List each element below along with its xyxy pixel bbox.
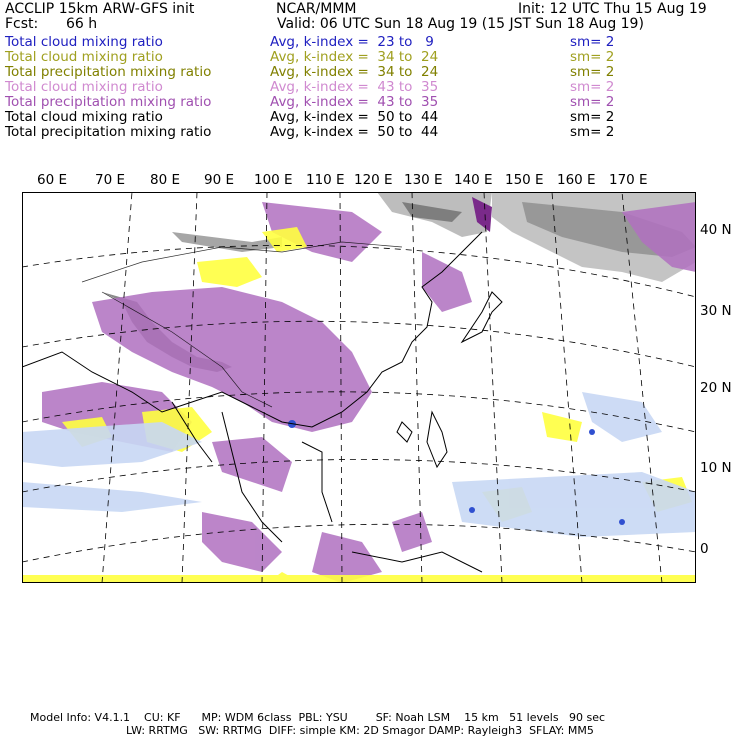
legend-smoothing: sm= 2	[570, 109, 615, 125]
legend-field-name: Total cloud mixing ratio	[5, 49, 163, 65]
legend-smoothing: sm= 2	[570, 34, 615, 50]
legend-smoothing: sm= 2	[570, 124, 615, 140]
legend-field-name: Total precipitation mixing ratio	[5, 64, 212, 80]
longitude-tick-label: 110 E	[306, 172, 345, 188]
longitude-tick-label: 90 E	[204, 172, 234, 188]
longitude-tick-label: 60 E	[37, 172, 67, 188]
latitude-tick-label: 30 N	[700, 303, 732, 319]
legend-k-index: Avg, k-index = 43 to 35	[270, 94, 439, 110]
legend-k-index: Avg, k-index = 43 to 35	[270, 79, 439, 95]
legend-field-name: Total precipitation mixing ratio	[5, 94, 212, 110]
longitude-tick-label: 160 E	[557, 172, 596, 188]
legend-k-index: Avg, k-index = 23 to 9	[270, 34, 434, 50]
longitude-tick-label: 170 E	[609, 172, 648, 188]
latitude-tick-label: 40 N	[700, 222, 732, 238]
latitude-tick-label: 0	[700, 541, 709, 557]
model-info-line2: LW: RRTMG SW: RRTMG DIFF: simple KM: 2D Smagor DAMP: Rayleigh3 SFLAY: MM5	[126, 724, 594, 737]
latitude-tick-label: 20 N	[700, 380, 732, 396]
legend-k-index: Avg, k-index = 50 to 44	[270, 124, 439, 140]
longitude-tick-label: 120 E	[354, 172, 393, 188]
legend-k-index: Avg, k-index = 50 to 44	[270, 109, 439, 125]
forecast-hours: 66 h	[66, 16, 98, 32]
longitude-tick-label: 140 E	[454, 172, 493, 188]
valid-time: Valid: 06 UTC Sun 18 Aug 19 (15 JST Sun 18 Aug 19)	[277, 16, 644, 32]
map-title: ACCLIP 15km ARW-GFS init	[5, 1, 195, 17]
legend-smoothing: sm= 2	[570, 94, 615, 110]
legend-k-index: Avg, k-index = 34 to 24	[270, 49, 439, 65]
longitude-tick-label: 70 E	[95, 172, 125, 188]
legend-k-index: Avg, k-index = 34 to 24	[270, 64, 439, 80]
forecast-label: Fcst:	[5, 16, 39, 32]
longitude-tick-label: 80 E	[150, 172, 180, 188]
legend-field-name: Total cloud mixing ratio	[5, 34, 163, 50]
latitude-tick-label: 10 N	[700, 460, 732, 476]
legend-smoothing: sm= 2	[570, 49, 615, 65]
longitude-tick-label: 150 E	[505, 172, 544, 188]
init-time: Init: 12 UTC Thu 15 Aug 19	[518, 1, 707, 17]
legend-field-name: Total precipitation mixing ratio	[5, 124, 212, 140]
organization-label: NCAR/MMM	[276, 1, 357, 17]
model-info-line1: Model Info: V4.1.1 CU: KF MP: WDM 6class PBL: YSU SF: Noah LSM 15 km 51 levels 90 sec	[30, 711, 606, 724]
longitude-tick-label: 130 E	[404, 172, 443, 188]
legend-field-name: Total cloud mixing ratio	[5, 79, 163, 95]
longitude-tick-label: 100 E	[254, 172, 293, 188]
legend-smoothing: sm= 2	[570, 64, 615, 80]
forecast-map	[22, 192, 696, 583]
legend-field-name: Total cloud mixing ratio	[5, 109, 163, 125]
legend-smoothing: sm= 2	[570, 79, 615, 95]
